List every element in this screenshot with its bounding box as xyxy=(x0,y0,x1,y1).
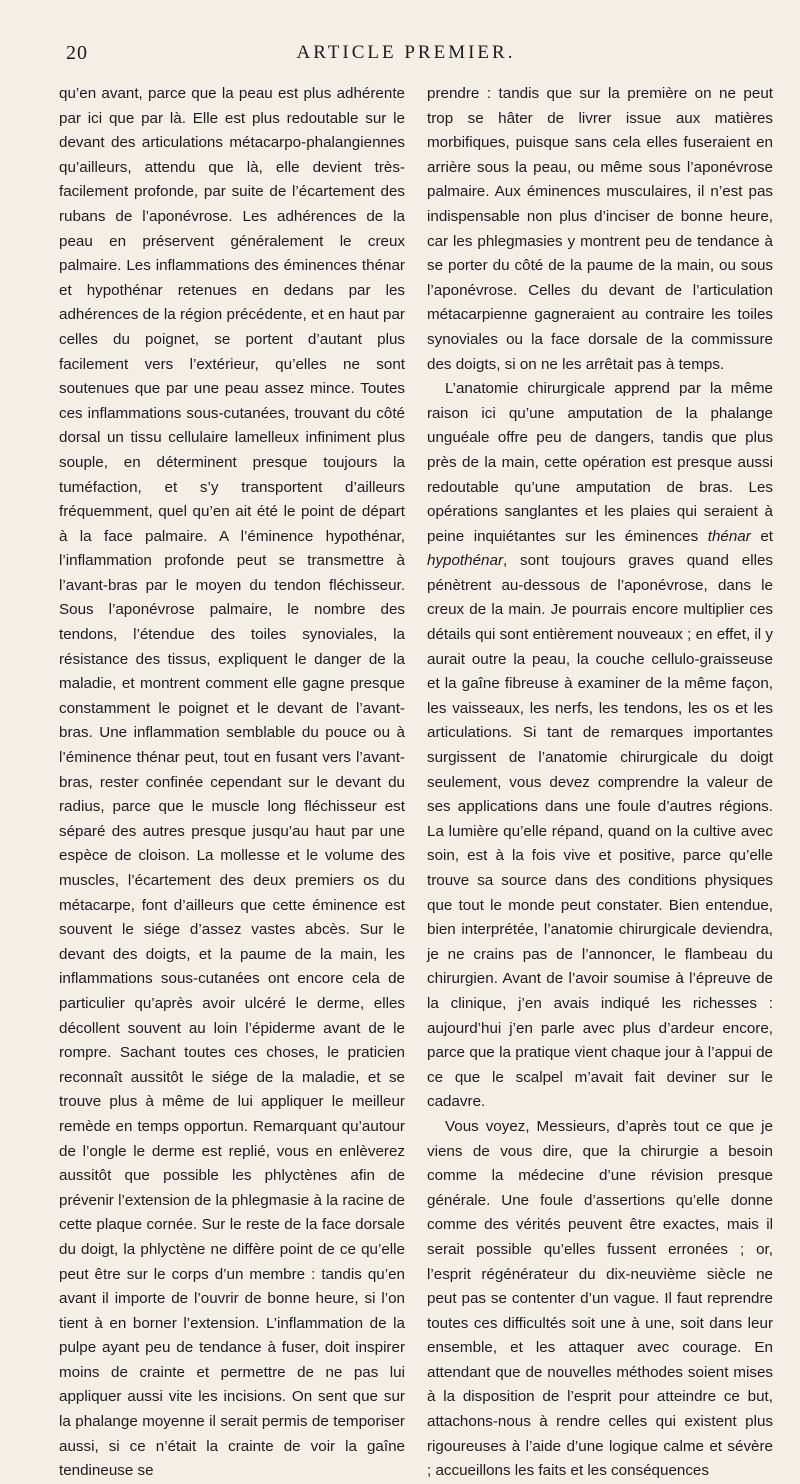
page-header xyxy=(66,42,746,68)
right-column xyxy=(427,82,773,1484)
term-thenar: thénar xyxy=(707,527,751,545)
right-paragraph-2 xyxy=(427,377,773,1115)
paragraph-text: et xyxy=(750,527,774,545)
running-title: ARTICLE PREMIER. xyxy=(296,42,516,63)
paragraph-text: , sont toujours graves quand elles pénètrent au-dessous de l’aponévrose, dans le creux de la main. Je pourrais encore multiplier ces détails qui sont entièrement nouveaux ; en effet, il y aurait outre la peau, la couche cellulo-graisseuse et la gaîne fibreuse à examiner de la même façon, les vaisseaux, les nerfs, les tendons, les os et les articulations. Si tant de remarques importantes surgissent de l’anatomie chirurgicale du doigt seulement, vous devez comprendre la valeur de ses applications dans une foule d’autres régions. La lumière qu’elle répand, quand on la cultive avec soin, est à la fois vive et positive, parce qu’elle trouve sa source dans des conditions physiques que tout le monde peut constater. Bien entendue, bien interprétée, l’anatomie chirurgicale deviendra, je ne crains pas de l’annoncer, le flambeau du chirurgien. Avant de l’avoir soumise à l’épreuve de la clinique, j’en avais indiqué les richesses : aujourd’hui j’en parle avec plus d’ardeur encore, parce que la pratique vient chaque jour à l’appui de ce que le scalpel m’avait fait deviner sur le cadavre. xyxy=(427,552,773,1111)
right-paragraph-1: prendre : tandis que sur la première on ne peut trop se hâter de livrer issue aux matières morbifiques, puisque sans cela elles fuseraient en arrière sous la peau, ou même sous l’aponévrose palmaire. Aux éminences musculaires, il n’est pas indispensable non plus d’inciser de bonne heure, car les phlegmasies y montrent peu de tendance à se porter du côté de la paume de la main, ou sous l’aponévrose. Celles du devant de l’articulation métacarpienne gagneraient au contraire les toiles synoviales ou la face dorsale de la commissure des doigts, si on ne les arrêtait pas à temps. xyxy=(427,85,773,373)
page-number: 20 xyxy=(66,42,88,64)
left-paragraph: qu’en avant, parce que la peau est plus adhérente par ici que par là. Elle est plus redoutable sur le devant des articulations métacarpo-phalangiennes qu’ailleurs, attendu que là, elle devient très-facilement profonde, par suite de l’écartement des rubans de l’aponévrose. Les adhérences de la peau en préservent généralement le creux palmaire. Les inflammations des éminences thénar et hypothénar retenues en dedans par les adhérences de la région précédente, et en haut par celles du poignet, se portent d’autant plus facilement vers l’extérieur, qu’elles ne sont soutenues que par une peau assez mince. Toutes ces inflammations sous-cutanées, trouvant du côté dorsal un tissu cellulaire lamelleux infiniment plus souple, en déterminent presque toujours la tuméfaction, et s’y transportent d’ailleurs fréquemment, quel qu’en ait été le point de départ à la face palmaire. A l’éminence hypothénar, l’inflammation profonde peut se transmettre à l’avant-bras par le moyen du tendon fléchisseur. Sous l’aponévrose palmaire, le nombre des tendons, l’étendue des toiles synoviales, la résistance des tissus, expliquent le danger de la maladie, et montrent comment elle gagne presque constamment le poignet et le devant de l’avant-bras. Une inflammation semblable du pouce ou à l’éminence thénar peut, tout en fusant vers l’avant-bras, rester confinée cependant sur le devant du radius, parce que le muscle long fléchisseur est séparé des autres presque jusqu’au haut par une espèce de cloison. La mollesse et le volume des muscles, l’écartement des deux premiers os du métacarpe, font d’ailleurs que cette éminence est souvent le siége d’assez vastes abcès. Sur le devant des doigts, et la paume de la main, les inflammations sous-cutanées ont encore cela de particulier qu’après avoir ulcéré le derme, elles décollent souvent au loin l’épiderme avant de le rompre. Sachant toutes ces choses, le praticien reconnaît aussitôt le siége de la maladie, et se trouve plus à même de lui appliquer le meilleur remède en temps opportun. Remarquant qu’autour de l’ongle le derme est replié, vous en enlèverez aussitôt que possible les phlyctènes afin de prévenir l’extension de la phlegmasie à la racine de cette plaque cornée. Sur le reste de la face dorsale du doigt, la phlyctène ne diffère point de ce qu’elle peut être sur le corps d’un membre : tandis qu’en avant il importe de l’ouvrir de bonne heure, si l’on tient à en borner l’extension. L’inflammation de la pulpe ayant peu de tendance à fuser, doit inspirer moins de crainte et permettre de ne pas lui appliquer aussi vite les incisions. On sent que sur la phalange moyenne il serait permis de temporiser aussi, si ce n’était la crainte de voir la gaîne tendineuse se xyxy=(59,85,405,1480)
paragraph-text: L’anatomie chirurgicale apprend par la même raison ici qu’une amputation de la phalange unguéale offre peu de dangers, tandis que plus près de la main, cette opération est presque aussi redoutable qu’une amputation de bras. Les opérations sanglantes et les plaies qui seraient à peine inquiétantes sur les éminences xyxy=(427,380,773,545)
left-column xyxy=(59,82,405,1484)
term-hypothenar: hypothénar xyxy=(427,552,503,570)
right-paragraph-3: Vous voyez, Messieurs, d’après tout ce que je viens de vous dire, que la chirurgie a besoin comme la médecine d’une révision presque générale. Une foule d’assertions qu’elle donne comme des vérités peuvent être exactes, mais il serait possible qu’elles fussent erronées ; or, l’esprit régénérateur du dix-neuvième siècle ne peut pas se contenter d’un vague. Il faut reprendre toutes ces difficultés soit une à une, soit dans leur ensemble, et les attaquer avec courage. En attendant que de nouvelles méthodes soient mises à la disposition de l’esprit pour atteindre ce but, attachons-nous à rendre celles qui existent plus rigoureuses à l’aide d’une logique calme et sévère ; accueillons les faits et les conséquences xyxy=(427,1117,773,1480)
